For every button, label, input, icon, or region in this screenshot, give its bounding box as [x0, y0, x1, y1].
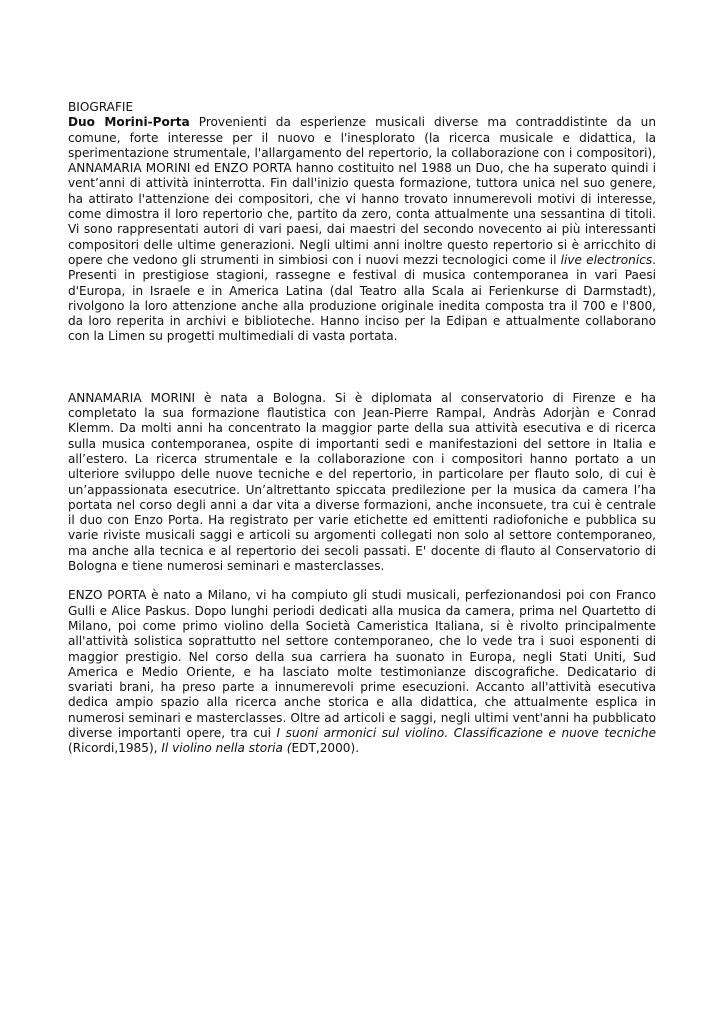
document-page	[68, 100, 656, 757]
paragraph-spacer	[68, 574, 656, 588]
porta-text-part-3: EDT,2000).	[291, 741, 360, 756]
duo-text-part-2: . Presenti in prestigiose stagioni, rassegne e festival di musica contemporanea in vari Paesi d'Europa, in Israele e in America Latina (dal Teatro alla Scala ai Ferienkurse di Darmstadt), rivolgono la loro attenzione anche alla produzione originale inedita composta tra il 700 e l'800, da loro reperita in archivi e biblioteche. Hanno inciso per la Edipan e attualmente collaborano con la Limen su progetti multimediali di vasta portata.	[68, 252, 657, 344]
porta-book-title-2: Il violino nella storia (	[161, 741, 292, 756]
porta-text-part-1: ENZO PORTA è nato a Milano, vi ha compiuto gli studi musicali, perfezionandosi poi con Franco Gulli e Alice Paskus. Dopo lunghi periodi dedicati alla musica da camera, prima nel Quartetto di Milano, poi come primo violino della Società Cameristica Italiana, si è rivolto principalmente all'attività solistica soprattutto nel settore contemporaneo, che lo vede tra i suoi esponenti di maggior prestigio. Nel corso della sua carriera ha suonato in Europa, negli Stati Uniti, Sud America e Medio Oriente, e ha lasciato molte testimonianze discografiche. Dedicatario di svariati brani, ha preso parte a innumerevoli prime esecuzioni. Accanto all'attività esecutiva dedica ampio spazio alla ricerca anche storica e alla didattica, che attualmente esplica in numerosi seminari e masterclasses. Oltre ad articoli e saggi, negli ultimi vent'anni ha pubblicato diverse importanti opere, tra cui	[68, 588, 656, 740]
duo-text-part-1: Provenienti da esperienze musicali diverse ma contraddistinte da un comune, forte interesse per il nuovo e l'inesplorato (la ricerca musicale e didattica, la sperimentazione strumentale, l'allargamento del repertorio, la collaborazione con i compositori), ANNAMARIA MORINI ed ENZO PORTA hanno costituito nel 1988 un Duo, che ha superato quindi i vent’anni di attività ininterrotta. Fin dall'inizio questa formazione, tuttora unica nel suo genere, ha attirato l'attenzione dei compositori, che vi hanno trovato innumerevoli motivi di interesse, come dimostra il loro repertorio che, partito da zero, conta attualmente una sessantina di titoli. Vi sono rappresentati autori di vari paesi, dai maestri del secondo novecento ai più interessanti compositori delle ultime generazioni. Negli ultimi anni inoltre questo repertorio si è arricchito di opere che vedono gli strumenti in simbiosi con i nuovi mezzi tecnologici come il	[68, 115, 656, 267]
duo-italic-term: live electronics	[560, 252, 653, 267]
morini-paragraph: ANNAMARIA MORINI è nata a Bologna. Si è diplomata al conservatorio di Firenze e ha completato la sua formazione flautistica con Jean-Pierre Rampal, Andràs Adorjàn e Conrad Klemm. Da molti anni ha concentrato la maggior parte della sua attività esecutiva e di ricerca sulla musica contemporanea, ospite di importanti sedi e manifestazioni del settore in Italia e all’estero. La ricerca strumentale e la collaborazione con i compositori hanno portato a un ulteriore sviluppo delle nuove tecniche e del repertorio, in particolare per flauto solo, di cui è un’appassionata esecutrice. Un’altrettanto spiccata predilezione per la musica da camera l’ha portata nel corso degli anni a dar vita a diverse formazioni, anche inconsuete, tra cui è centrale il duo con Enzo Porta. Ha registrato per varie etichette ed emittenti radiofoniche e pubblica su varie riviste musicali saggi e articoli su argomenti collegati non solo al settore contemporaneo, ma anche alla tecnica e al repertorio dei secoli passati. E' docente di flauto al Conservatorio di Bologna e tiene numerosi seminari e masterclasses.	[68, 390, 656, 574]
page-heading: BIOGRAFIE	[68, 100, 134, 114]
section-spacer	[68, 345, 656, 391]
duo-name: Duo Morini-Porta	[68, 115, 190, 130]
porta-paragraph	[68, 588, 656, 756]
duo-paragraph	[68, 115, 656, 344]
porta-book-title-1: I suoni armonici sul violino. Classificazione e nuove tecniche	[276, 725, 657, 740]
porta-text-part-2: (Ricordi,1985),	[68, 741, 162, 756]
